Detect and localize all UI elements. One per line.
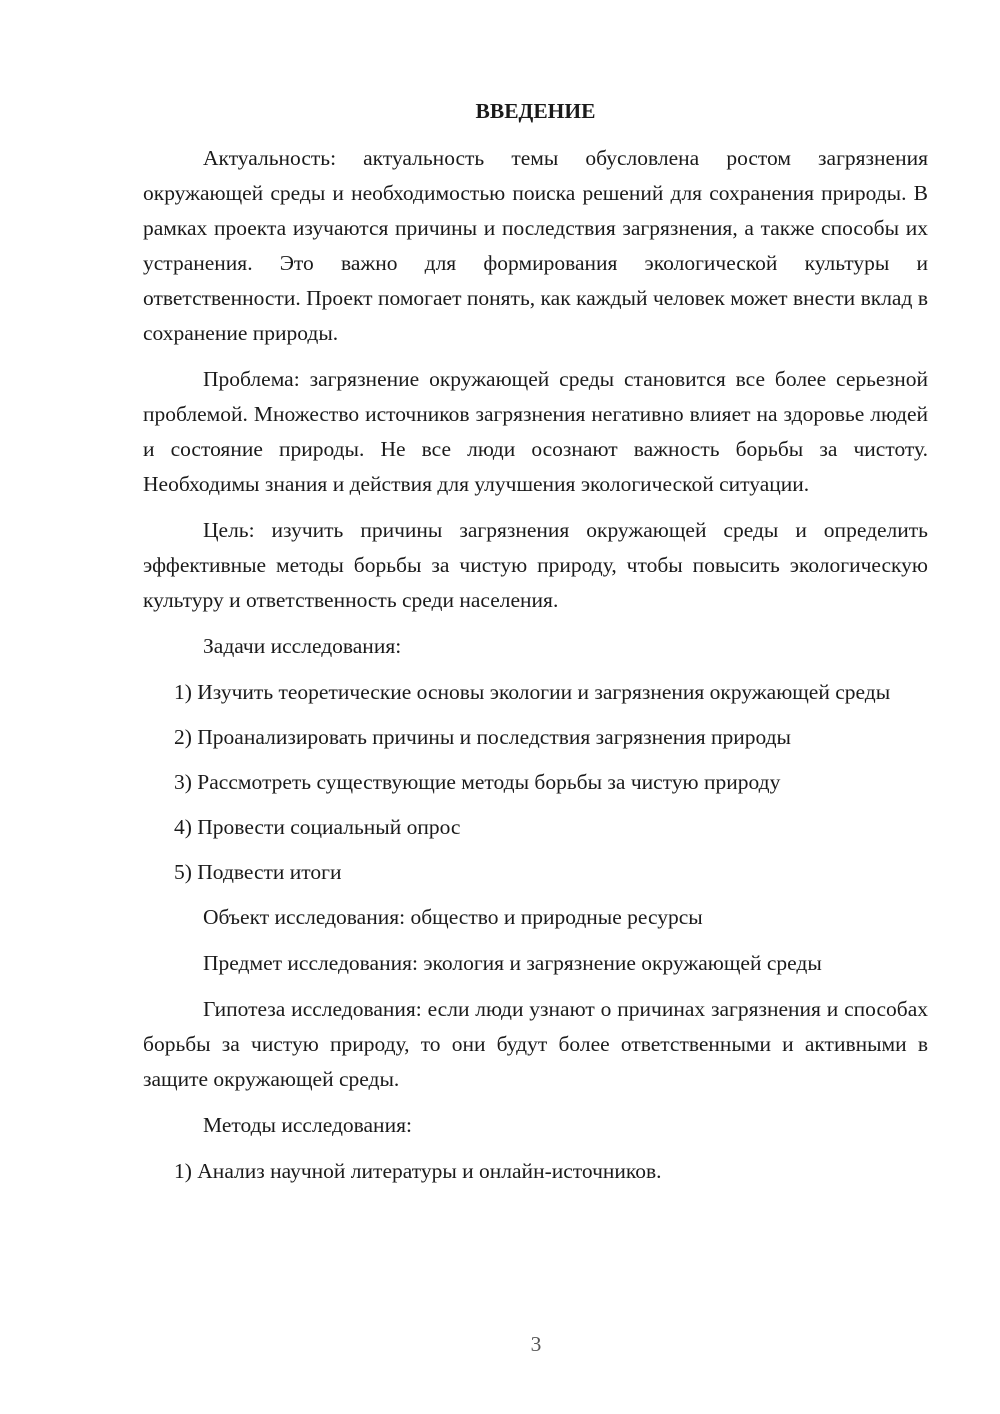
research-object: Объект исследования: общество и природные ресурсы (203, 905, 703, 929)
task-item: 1) Изучить теоретические основы экологии и загрязнения окружающей среды (174, 680, 891, 704)
research-hypothesis: Гипотеза исследования: если люди узнают о причинах загрязнения и способах борьбы за чистую природу, то они будут более ответственными и активными в защите окружающей среды. (143, 997, 928, 1091)
methods-heading: Методы исследования: (203, 1113, 412, 1137)
tasks-heading: Задачи исследования: (203, 634, 402, 658)
method-item: 1) Анализ научной литературы и онлайн-источников. (174, 1159, 662, 1183)
task-item: 2) Проанализировать причины и последствия загрязнения природы (174, 725, 792, 749)
page-number: 3 (530, 1332, 542, 1356)
page-title: ВВЕДЕНИЕ (475, 99, 596, 123)
relevance-paragraph: Актуальность: актуальность темы обусловлена ростом загрязнения окружающей среды и необходимостью поиска решений для сохранения природы. В рамках проекта изучаются причины и последствия загрязнения, а также способы их устранения. Это важно для формирования экологической культуры и ответственности. Проект помогает понять, как каждый человек может внести вклад в сохранение природы. (143, 146, 928, 345)
research-subject: Предмет исследования: экология и загрязнение окружающей среды (203, 951, 822, 975)
task-item: 3) Рассмотреть существующие методы борьбы за чистую природу (174, 770, 781, 794)
task-item: 5) Подвести итоги (174, 860, 342, 884)
goal-paragraph: Цель: изучить причины загрязнения окружающей среды и определить эффективные методы борьбы за чистую природу, чтобы повысить экологическую культуру и ответственность среди населения. (143, 518, 928, 612)
document-body (143, 94, 928, 1189)
problem-paragraph: Проблема: загрязнение окружающей среды становится все более серьезной проблемой. Множество источников загрязнения негативно влияет на здоровье людей и состояние природы. Не все люди осознают важность борьбы за чистоту. Необходимы знания и действия для улучшения экологической ситуации. (143, 367, 928, 496)
task-item: 4) Провести социальный опрос (174, 815, 461, 839)
